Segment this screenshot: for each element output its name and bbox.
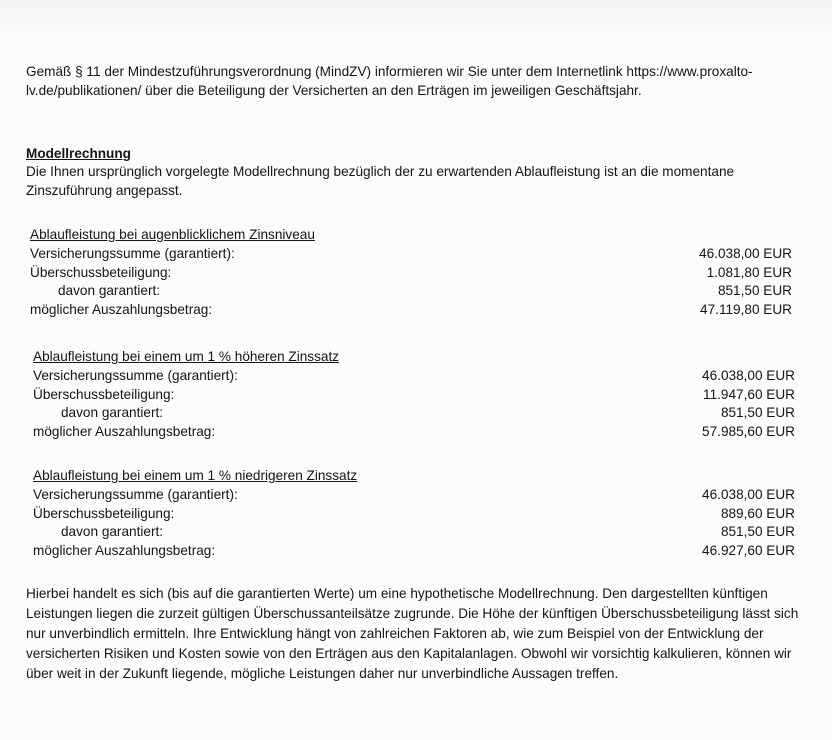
block-title: Ablaufleistung bei einem um 1 % niedrigeren Zinssatz	[33, 468, 358, 483]
row-value: 47.119,80 EUR	[700, 301, 792, 317]
row-label: möglicher Auszahlungsbetrag:	[30, 301, 213, 317]
row-label: möglicher Auszahlungsbetrag:	[33, 423, 216, 439]
row-sum	[30, 244, 792, 263]
row-surplus	[33, 385, 795, 404]
row-label: Versicherungssumme (garantiert):	[33, 487, 238, 502]
row-value: 889,60 EUR	[720, 505, 795, 521]
row-label: davon garantiert:	[61, 524, 164, 539]
row-payout	[33, 422, 795, 441]
calculation-block-lower	[33, 466, 795, 559]
calculation-block-current	[30, 225, 792, 318]
row-label: möglicher Auszahlungsbetrag:	[33, 542, 216, 558]
row-sum	[33, 485, 795, 504]
row-value: 46.927,60 EUR	[702, 542, 795, 558]
row-value: 46.038,00 EUR	[702, 368, 795, 383]
section-heading: Modellrechnung	[26, 146, 131, 161]
row-surplus	[33, 504, 795, 523]
row-label: Versicherungssumme (garantiert):	[33, 368, 238, 383]
row-value: 851,50 EUR	[717, 283, 792, 298]
row-sum	[33, 366, 795, 385]
row-label: davon garantiert:	[58, 283, 161, 298]
row-label: Überschussbeteiligung:	[30, 264, 172, 280]
row-guaranteed	[33, 522, 795, 541]
row-label: Versicherungssumme (garantiert):	[30, 246, 235, 261]
row-value: 46.038,00 EUR	[699, 246, 792, 261]
calculation-block-higher	[33, 347, 795, 440]
row-value: 57.985,60 EUR	[702, 423, 795, 439]
row-payout	[30, 300, 792, 319]
block-title: Ablaufleistung bei augenblicklichem Zinsniveau	[30, 227, 315, 242]
row-value: 46.038,00 EUR	[702, 487, 795, 502]
row-guaranteed	[33, 403, 795, 422]
row-payout	[33, 541, 795, 560]
closing-paragraph: Hierbei handelt es sich (bis auf die garantierten Werte) um eine hypothetische Modellrechnung. Den dargestellten künftigen Leistungen liegen die zurzeit gültigen Überschussanteilsätze zugrunde. Die Höhe der künftigen Überschussbeteiligung lässt sich nur unverbindlich ermitteln. Ihre Entwicklung hängt von zahlreichen Faktoren ab, wie zum Beispiel von der Entwicklung der versicherten Risiken und Kosten sowie von den Erträgen aus den Kapitalanlagen. Obwohl wir vorsichtig kalkulieren, können wir über weit in der Zukunft liegende, mögliche Leistungen daher nur unverbindliche Aussagen treffen.	[26, 586, 799, 681]
row-value: 851,50 EUR	[720, 524, 795, 539]
modell-paragraph: Die Ihnen ursprünglich vorgelegte Modellrechnung bezüglich der zu erwartenden Ablaufleistung ist an die momentane Zinszuführung angepasst.	[26, 164, 735, 198]
row-guaranteed	[30, 281, 792, 300]
row-surplus	[30, 263, 792, 282]
row-value: 11.947,60 EUR	[703, 386, 795, 402]
row-label: Überschussbeteiligung:	[33, 505, 175, 521]
row-label: davon garantiert:	[61, 405, 164, 420]
block-title: Ablaufleistung bei einem um 1 % höheren Zinssatz	[33, 349, 340, 364]
row-label: Überschussbeteiligung:	[33, 386, 175, 402]
row-value: 851,50 EUR	[720, 405, 795, 420]
intro-paragraph: Gemäß § 11 der Mindestzuführungsverordnung (MindZV) informieren wir Sie unter dem Internetlink https://www.proxalto-lv.de/publikationen/ über die Beteiligung der Versicherten an den Erträgen im jeweiligen Geschäftsjahr.	[26, 64, 753, 98]
row-value: 1.081,80 EUR	[706, 264, 792, 280]
